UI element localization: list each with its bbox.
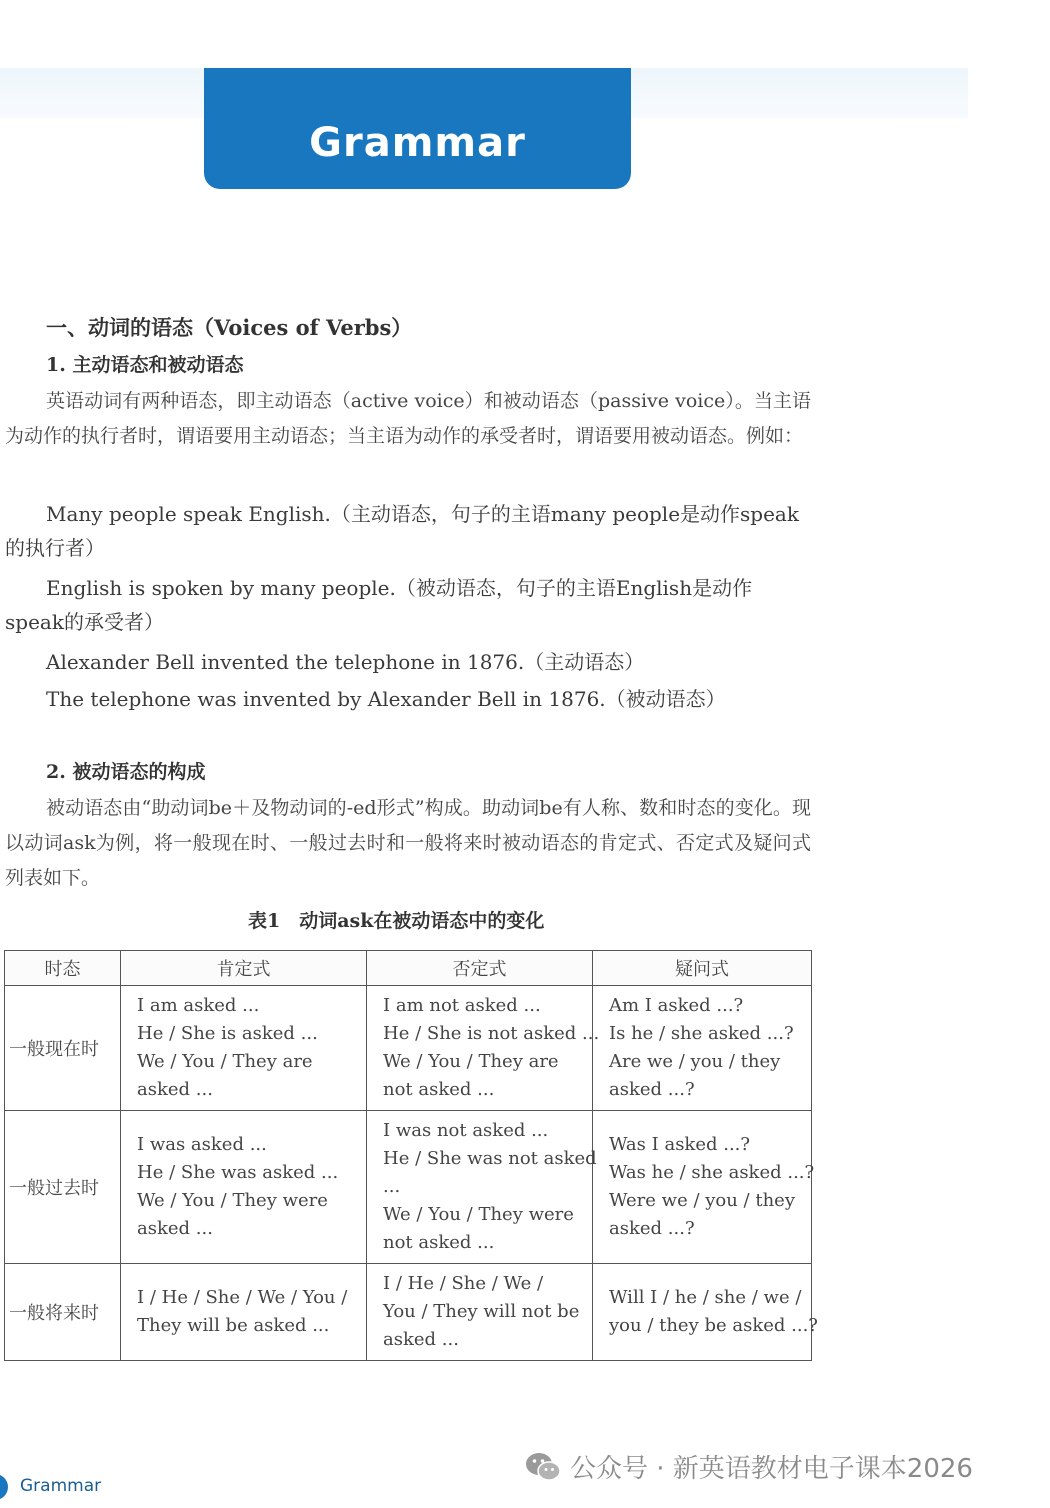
cell-line: He / She was asked ... — [137, 1162, 339, 1183]
title-banner — [204, 68, 631, 189]
footer-tab-marker — [0, 1474, 8, 1500]
header-interrogative: 疑问式 — [593, 951, 812, 986]
tense-cell: 一般现在时 — [5, 986, 121, 1111]
cell-line: We / You / They were — [383, 1204, 574, 1225]
example-sentence-4: The telephone was invented by Alexander Bell in 1876.（被动语态） — [46, 687, 726, 711]
watermark-text: 公众号 · 新英语教材电子课本2026 — [570, 1454, 973, 1484]
header-tense: 时态 — [5, 951, 121, 986]
cell-line: Was he / she asked ...? — [609, 1162, 815, 1183]
example-sentence-1: Many people speak English.（主动语态，句子的主语many people是动作speak的执行者） — [5, 502, 799, 560]
page-title: Grammar — [309, 119, 526, 166]
cell-line: We / You / They were — [137, 1190, 328, 1211]
cell-line: They will be asked ... — [137, 1315, 330, 1336]
cell-line: Will I / he / she / we / — [609, 1287, 802, 1308]
cell-line: I am not asked ... — [383, 995, 541, 1016]
cell-line: Is he / she asked ...? — [609, 1023, 794, 1044]
cell-line: You / They will not be — [383, 1301, 580, 1322]
passive-voice-table — [4, 950, 818, 1361]
cell-line: ... — [383, 1176, 401, 1197]
tense-cell: 一般过去时 — [5, 1111, 121, 1264]
cell-line: We / You / They are — [137, 1051, 313, 1072]
cell-line: We / You / They are — [383, 1051, 559, 1072]
subsection-2-paragraph: 被动语态由“助动词be＋及物动词的-ed形式”构成。助动词be有人称、数和时态的变化。现以动词ask为例，将一般现在时、一般过去时和一般将来时被动语态的肯定式、否定式及疑问式列表如下。 — [5, 797, 811, 889]
example-sentence-2: English is spoken by many people.（被动语态，句子的主语English是动作speak的承受者） — [5, 576, 753, 634]
example-sentence-3: Alexander Bell invented the telephone in 1876.（主动语态） — [46, 650, 645, 674]
affirmative-cell — [121, 986, 367, 1111]
cell-line: Are we / you / they — [609, 1051, 781, 1072]
interrogative-cell — [593, 1111, 815, 1264]
table-row — [5, 986, 812, 1111]
cell-line: you / they be asked ...? — [609, 1315, 818, 1336]
cell-line: asked ... — [137, 1218, 213, 1239]
table-caption: 表1 动词ask在被动语态中的变化 — [248, 910, 545, 932]
tense-cell: 一般将来时 — [5, 1264, 121, 1361]
affirmative-cell — [121, 1111, 367, 1264]
cell-line: Was I asked ...? — [609, 1134, 751, 1155]
negative-cell — [367, 1264, 593, 1361]
interrogative-cell — [593, 986, 812, 1111]
cell-line: asked ... — [137, 1079, 213, 1100]
affirmative-cell — [121, 1264, 367, 1361]
cell-line: I / He / She / We / — [383, 1273, 544, 1294]
cell-line: asked ... — [383, 1329, 459, 1350]
footer-section-label: Grammar — [20, 1476, 102, 1496]
interrogative-cell — [593, 1264, 818, 1361]
subsection-1-heading: 1. 主动语态和被动语态 — [46, 354, 244, 376]
subsection-2-heading: 2. 被动语态的构成 — [46, 761, 206, 783]
subsection-1-paragraph: 英语动词有两种语态，即主动语态（active voice）和被动语态（passive voice）。当主语为动作的执行者时，谓语要用主动语态；当主语为动作的承受者时，谓语要用被动语态。例如： — [5, 390, 811, 447]
wechat-icon — [524, 1451, 562, 1483]
table-row — [5, 1264, 812, 1361]
cell-line: He / She was not asked — [383, 1148, 597, 1169]
cell-line: I was asked ... — [137, 1134, 267, 1155]
cell-line: He / She is not asked ... — [383, 1023, 600, 1044]
cell-line: asked ...? — [609, 1218, 695, 1239]
negative-cell — [367, 1111, 597, 1264]
header-negative: 否定式 — [367, 951, 593, 986]
table-header-row — [5, 951, 812, 986]
cell-line: Am I asked ...? — [609, 995, 744, 1016]
section-heading: 一、动词的语态（Voices of Verbs） — [46, 315, 413, 340]
cell-line: asked ...? — [609, 1079, 695, 1100]
negative-cell — [367, 986, 600, 1111]
cell-line: not asked ... — [383, 1079, 495, 1100]
watermark — [524, 1448, 973, 1485]
cell-line: I / He / She / We / You / — [137, 1287, 348, 1308]
cell-line: not asked ... — [383, 1232, 495, 1253]
table-row — [5, 1111, 812, 1264]
header-affirmative: 肯定式 — [121, 951, 367, 986]
cell-line: He / She is asked ... — [137, 1023, 318, 1044]
cell-line: I was not asked ... — [383, 1120, 549, 1141]
cell-line: Were we / you / they — [609, 1190, 795, 1211]
cell-line: I am asked ... — [137, 995, 260, 1016]
